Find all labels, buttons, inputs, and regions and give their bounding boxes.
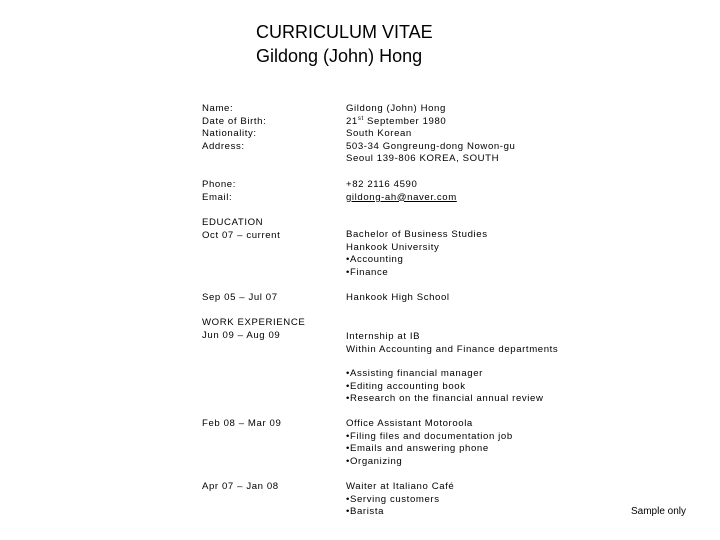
label-nationality: Nationality: xyxy=(202,128,257,140)
label-email: Email: xyxy=(202,191,233,203)
document-title: CURRICULUM VITAE xyxy=(256,22,433,42)
label-phone: Phone: xyxy=(202,179,237,190)
education-heading: EDUCATION xyxy=(202,217,264,228)
dob-day: 21 xyxy=(346,115,358,127)
work-3-title: Waiter at Italiano Café xyxy=(346,481,455,492)
work-date-2: Feb 08 – Mar 09 xyxy=(202,418,282,429)
work-2-duty-3: •Organizing xyxy=(346,455,403,467)
cv-title-block xyxy=(256,20,433,68)
contact-values xyxy=(346,179,457,204)
work-2-duty-2: •Emails and answering phone xyxy=(346,443,489,455)
education-date-1: Oct 07 – current xyxy=(202,229,281,241)
work-entry-2 xyxy=(346,418,513,468)
education-major-1: •Accounting xyxy=(346,254,404,266)
work-heading: WORK EXPERIENCE xyxy=(202,317,306,328)
education-highschool: Hankook High School xyxy=(346,292,450,303)
value-name: Gildong (John) Hong xyxy=(346,103,446,114)
education-date-2: Sep 05 – Jul 07 xyxy=(202,292,278,303)
label-dob: Date of Birth: xyxy=(202,115,267,127)
work-1-subtitle: Within Accounting and Finance departments xyxy=(346,343,559,355)
education-degree: Bachelor of Business Studies xyxy=(346,229,488,240)
work-date-3: Apr 07 – Jan 08 xyxy=(202,481,279,492)
personal-values xyxy=(346,103,515,166)
work-entry-1-header xyxy=(346,331,558,356)
education-heading-block xyxy=(202,217,280,242)
work-heading-block xyxy=(202,317,305,342)
work-1-duty-1: •Assisting financial manager xyxy=(346,368,483,379)
work-1-title: Internship at IB xyxy=(346,331,421,342)
label-address: Address: xyxy=(202,140,245,152)
email-link[interactable]: gildong-ah@naver.com xyxy=(346,191,457,203)
work-2-duty-1: •Filing files and documentation job xyxy=(346,430,513,442)
work-3-duty-2: •Barista xyxy=(346,506,385,518)
work-1-duty-2: •Editing accounting book xyxy=(346,380,466,392)
work-entry-1-duties xyxy=(346,368,543,406)
contact-labels xyxy=(202,179,236,204)
personal-labels xyxy=(202,103,266,153)
person-name-heading: Gildong (John) Hong xyxy=(256,46,423,66)
work-2-title: Office Assistant Motoroola xyxy=(346,418,473,429)
label-name: Name: xyxy=(202,103,234,114)
education-school: Hankook University xyxy=(346,241,440,253)
sample-only-note: Sample only xyxy=(631,506,687,517)
value-phone: +82 2116 4590 xyxy=(346,179,418,190)
work-3-duty-1: •Serving customers xyxy=(346,493,440,505)
education-major-2: •Finance xyxy=(346,266,389,278)
work-date-1: Jun 09 – Aug 09 xyxy=(202,329,281,341)
value-address-line1: 503-34 Gongreung-dong Nowon-gu xyxy=(346,140,516,152)
value-dob xyxy=(346,116,515,129)
work-1-duty-3: •Research on the financial annual review xyxy=(346,393,544,405)
dob-suffix: st xyxy=(357,115,364,122)
value-address-line2: Seoul 139-806 KOREA, SOUTH xyxy=(346,153,500,165)
education-entry-1 xyxy=(346,229,488,279)
value-nationality: South Korean xyxy=(346,128,412,140)
dob-month-year: September 1980 xyxy=(367,115,447,127)
work-entry-3 xyxy=(346,481,454,519)
